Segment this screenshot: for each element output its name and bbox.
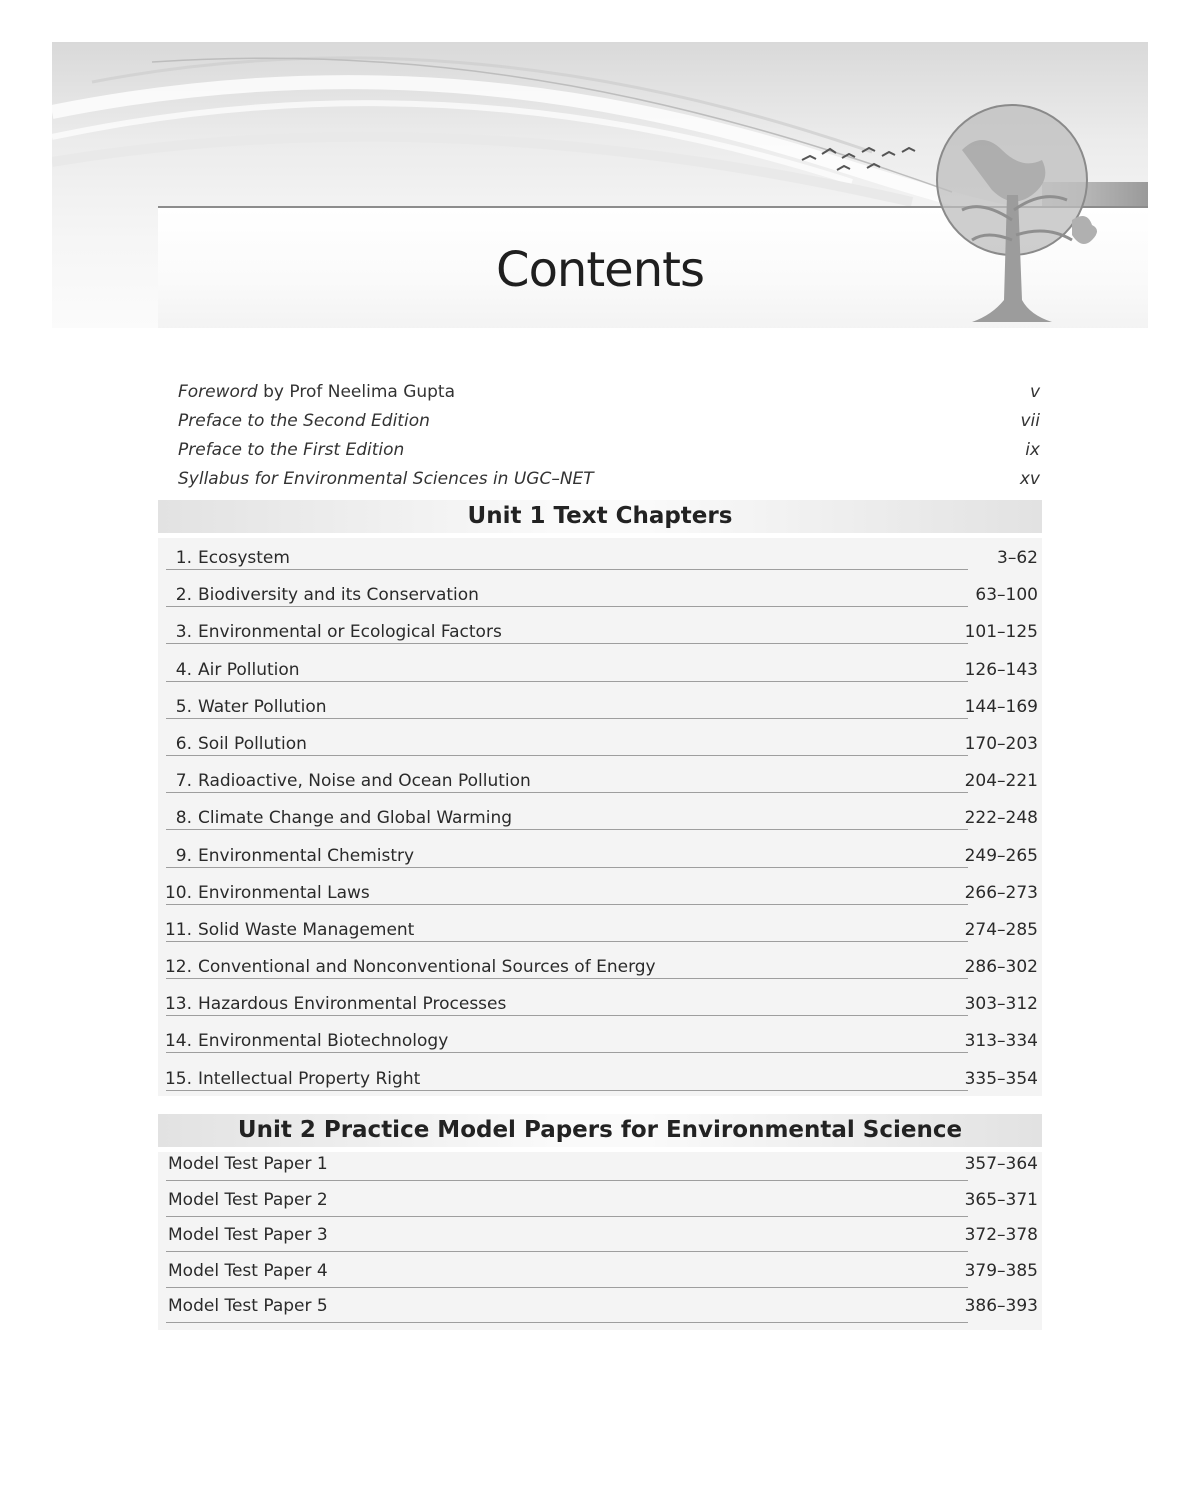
chapter-title: Air Pollution	[198, 659, 300, 680]
row-divider	[166, 1090, 968, 1091]
chapter-row[interactable]	[158, 612, 1042, 649]
row-divider	[166, 1180, 968, 1181]
chapter-title: Radioactive, Noise and Ocean Pollution	[198, 771, 531, 792]
chapter-row[interactable]	[158, 575, 1042, 612]
chapter-number: 9.	[175, 845, 192, 866]
unit2-paper-list	[158, 1152, 1042, 1330]
paper-pages: 357–364	[964, 1154, 1038, 1174]
page-title: Contents	[496, 242, 704, 298]
row-divider	[166, 829, 968, 830]
chapter-pages: 335–354	[964, 1068, 1038, 1089]
chapter-row[interactable]	[158, 798, 1042, 835]
model-paper-row[interactable]	[158, 1188, 1042, 1224]
paper-title: Model Test Paper 2	[168, 1189, 328, 1210]
chapter-title: Hazardous Environmental Processes	[198, 994, 507, 1015]
chapter-number: 3.	[175, 622, 192, 643]
chapter-pages: 204–221	[964, 771, 1038, 792]
chapter-pages: 101–125	[964, 622, 1038, 643]
chapter-pages: 170–203	[964, 733, 1038, 754]
chapter-number: 13.	[164, 994, 192, 1015]
birds-icon	[797, 140, 947, 180]
chapter-pages: 274–285	[964, 919, 1038, 940]
row-divider	[166, 1216, 968, 1217]
row-divider	[166, 1322, 968, 1323]
chapter-pages: 126–143	[964, 659, 1038, 680]
chapter-title: Ecosystem	[198, 548, 290, 568]
unit1-heading: Unit 1 Text Chapters	[158, 500, 1042, 533]
front-matter-row[interactable]	[178, 378, 1040, 407]
chapter-pages: 313–334	[964, 1031, 1038, 1052]
chapter-row[interactable]	[158, 538, 1042, 575]
chapter-row[interactable]	[158, 687, 1042, 724]
chapter-number: 6.	[175, 733, 192, 754]
chapter-title: Intellectual Property Right	[198, 1068, 421, 1089]
chapter-title: Environmental Biotechnology	[198, 1031, 449, 1052]
row-divider	[166, 941, 968, 942]
chapter-number: 4.	[175, 659, 192, 680]
chapter-number: 14.	[164, 1031, 192, 1052]
model-paper-row[interactable]	[158, 1152, 1042, 1188]
front-title-italic: Foreword	[178, 382, 258, 402]
paper-pages: 386–393	[964, 1296, 1038, 1317]
row-divider	[166, 978, 968, 979]
unit1-chapter-list	[158, 538, 1042, 1096]
chapter-title: Environmental Laws	[198, 882, 370, 903]
chapter-title: Soil Pollution	[198, 733, 307, 754]
chapter-row[interactable]	[158, 1059, 1042, 1096]
chapter-pages: 144–169	[964, 696, 1038, 717]
front-matter	[178, 378, 1040, 494]
chapter-number: 15.	[164, 1068, 192, 1089]
unit2-heading: Unit 2 Practice Model Papers for Environmental Science	[158, 1114, 1042, 1147]
front-matter-row[interactable]	[178, 407, 1040, 436]
model-paper-row[interactable]	[158, 1294, 1042, 1330]
chapter-row[interactable]	[158, 984, 1042, 1021]
chapter-pages: 266–273	[964, 882, 1038, 903]
row-divider	[166, 1052, 968, 1053]
row-divider	[166, 1287, 968, 1288]
chapter-number: 8.	[175, 808, 192, 829]
model-paper-row[interactable]	[158, 1223, 1042, 1259]
chapter-title: Climate Change and Global Warming	[198, 808, 513, 829]
chapter-number: 12.	[164, 957, 192, 978]
front-page: xv	[1019, 469, 1040, 489]
row-divider	[166, 904, 968, 905]
chapter-row[interactable]	[158, 650, 1042, 687]
chapter-row[interactable]	[158, 761, 1042, 798]
chapter-number: 5.	[175, 696, 192, 717]
chapter-pages: 303–312	[964, 994, 1038, 1015]
chapter-title: Biodiversity and its Conservation	[198, 585, 479, 606]
front-title-italic: Preface to the First Edition	[178, 440, 405, 460]
front-matter-row[interactable]	[178, 465, 1040, 494]
front-title-italic: Syllabus for Environmental Sciences in UGC–NET	[178, 469, 594, 489]
paper-title: Model Test Paper 1	[168, 1154, 328, 1174]
chapter-row[interactable]	[158, 947, 1042, 984]
chapter-row[interactable]	[158, 910, 1042, 947]
chapter-title: Solid Waste Management	[198, 919, 415, 940]
chapter-number: 7.	[175, 771, 192, 792]
chapter-pages: 63–100	[975, 585, 1038, 606]
front-title-rest: by Prof Neelima Gupta	[257, 382, 456, 402]
chapter-number: 1.	[175, 548, 192, 568]
row-divider	[166, 606, 968, 607]
front-matter-row[interactable]	[178, 436, 1040, 465]
row-divider	[166, 643, 968, 644]
row-divider	[166, 569, 968, 570]
chapter-number: 2.	[175, 585, 192, 606]
front-page: ix	[1025, 440, 1040, 460]
chapter-number: 11.	[164, 919, 192, 940]
chapter-number: 10.	[164, 882, 192, 903]
paper-pages: 365–371	[964, 1189, 1038, 1210]
row-divider	[166, 681, 968, 682]
chapter-row[interactable]	[158, 1021, 1042, 1058]
row-divider	[166, 1251, 968, 1252]
row-divider	[166, 792, 968, 793]
model-paper-row[interactable]	[158, 1259, 1042, 1295]
chapter-title: Conventional and Nonconventional Sources of Energy	[198, 957, 656, 978]
front-page: vii	[1020, 411, 1040, 431]
chapter-title: Environmental or Ecological Factors	[198, 622, 502, 643]
paper-title: Model Test Paper 4	[168, 1260, 328, 1281]
chapter-title: Environmental Chemistry	[198, 845, 415, 866]
chapter-row[interactable]	[158, 873, 1042, 910]
chapter-row[interactable]	[158, 724, 1042, 761]
front-page: v	[1029, 382, 1040, 402]
paper-pages: 372–378	[964, 1225, 1038, 1246]
row-divider	[166, 755, 968, 756]
paper-title: Model Test Paper 5	[168, 1296, 328, 1317]
chapter-pages: 286–302	[964, 957, 1038, 978]
row-divider	[166, 1015, 968, 1016]
chapter-row[interactable]	[158, 836, 1042, 873]
front-title-italic: Preface to the Second Edition	[178, 411, 430, 431]
paper-title: Model Test Paper 3	[168, 1225, 328, 1246]
row-divider	[166, 867, 968, 868]
row-divider	[166, 718, 968, 719]
chapter-title: Water Pollution	[198, 696, 327, 717]
paper-pages: 379–385	[964, 1260, 1038, 1281]
chapter-pages: 3–62	[997, 548, 1038, 568]
chapter-pages: 249–265	[964, 845, 1038, 866]
chapter-pages: 222–248	[964, 808, 1038, 829]
